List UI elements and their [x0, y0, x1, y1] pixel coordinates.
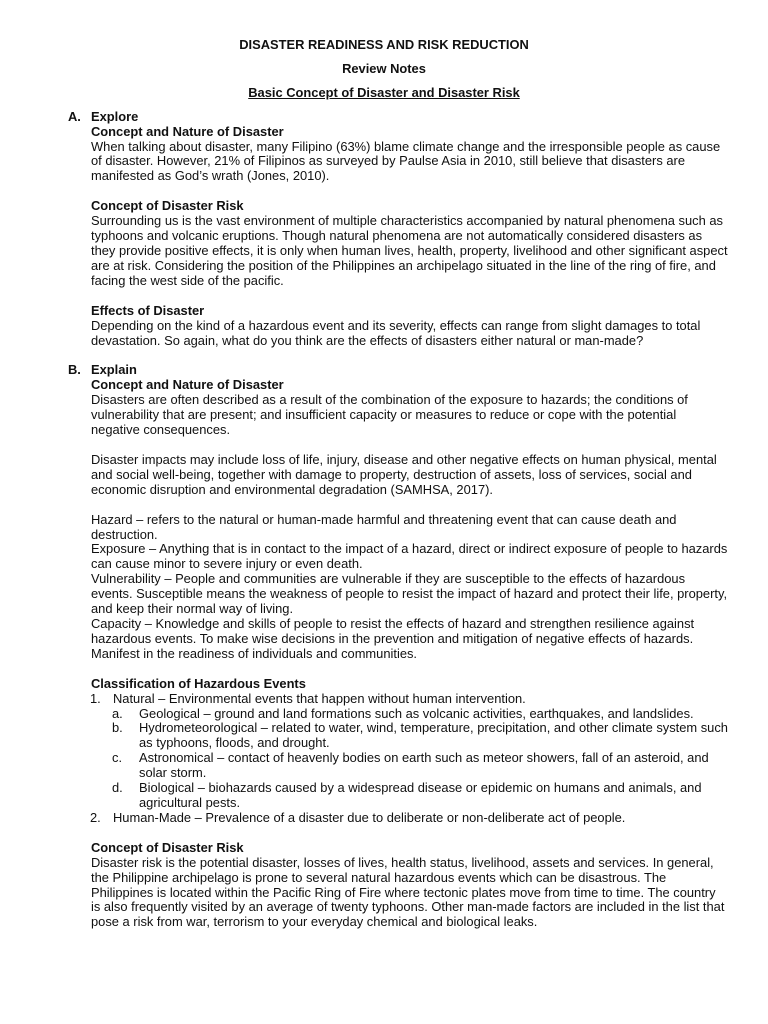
sublist-item-geological: [90, 707, 728, 722]
section-b-title: Explain: [91, 362, 137, 378]
list-item-human-made: [90, 811, 728, 826]
list-number: 1.: [90, 690, 101, 706]
definition-vulnerability: Vulnerability – People and communities are vulnerable if they are susceptible to the effects of hazardous events. Susceptible means the weakness of people to resist the impact of hazard and protect their life, property, and keep their normal way of living.: [91, 571, 728, 617]
classification-list: [90, 692, 728, 826]
definition-exposure: Exposure – Anything that is in contact to the impact of a hazard, direct or indirect exposure of people to hazards can cause minor to severe injury or even death.: [91, 541, 728, 572]
section-a-paragraph-3: Depending on the kind of a hazardous event and its severity, effects can range from slight damages to total devastation. So again, what do you think are the effects of disasters either natural or man-made?: [91, 317, 701, 348]
definition-hazard: Hazard – refers to the natural or human-made harmful and threatening event that can cause death and destruction.: [91, 511, 677, 542]
section-b-heading-concept-nature: Concept and Nature of Disaster: [91, 377, 284, 393]
section-a-explore: [0, 110, 768, 349]
document-title: DISASTER READINESS AND RISK REDUCTION: [239, 37, 529, 52]
sublist-letter: b.: [112, 720, 123, 736]
list-item-text: Natural – Environmental events that happen without human intervention.: [113, 690, 526, 706]
sublist-item-hydrometeorological: [90, 721, 728, 751]
section-b-heading-disaster-risk: Concept of Disaster Risk: [91, 839, 244, 855]
sublist-letter: d.: [112, 780, 123, 796]
sublist-item-astronomical: [90, 751, 728, 781]
section-a-paragraph-2: Surrounding us is the vast environment of multiple characteristics accompanied by natural phenomena such as typhoons and volcanic eruptions. Though natural phenomena are not automatically considered disasters as they provide positive effects, it is only when human lives, health, property, livelihood and other significant aspect are at risk. Considering the position of the Philippines an archipelago situated in the line of the ring of fire, and facing the west side of the pacific.: [91, 213, 728, 288]
sublist-letter: c.: [112, 750, 123, 766]
list-number: 2.: [90, 809, 101, 825]
section-b-heading-classification: Classification of Hazardous Events: [91, 675, 306, 691]
section-b-paragraph-2: Disaster impacts may include loss of life, injury, disease and other negative effects on human physical, mental and social well-being, together with damage to property, destruction of assets, loss of services, social and economic disruption and environmental degradation (SAMHSA, 2017).: [91, 451, 717, 497]
list-item-natural: [90, 692, 728, 707]
sublist-item-text: Biological – biohazards caused by a widespread disease or epidemic on humans and animals, and agricultural pests.: [139, 780, 702, 810]
section-a-heading-disaster-risk: Concept of Disaster Risk: [91, 198, 244, 214]
sublist-item-text: Astronomical – contact of heavenly bodies on earth such as meteor showers, fall of an asteroid, and solar storm.: [139, 750, 709, 781]
section-b-explain: [0, 363, 768, 930]
document-topic-heading: Basic Concept of Disaster and Disaster Risk: [248, 84, 520, 100]
sublist-item-text: Hydrometeorological – related to water, wind, temperature, precipitation, and other climate system such as typhoons, floods, and drought.: [139, 720, 728, 751]
section-a-title: Explore: [91, 108, 139, 124]
section-a-heading-concept-nature: Concept and Nature of Disaster: [91, 123, 284, 139]
section-a-heading-effects: Effects of Disaster: [91, 302, 205, 318]
document-subtitle: Review Notes: [342, 60, 426, 76]
sublist-item-biological: [90, 781, 728, 811]
section-a-letter: A.: [68, 108, 81, 124]
section-b-paragraph-3: Disaster risk is the potential disaster, losses of lives, health status, livelihood, assets and services. In general, the Philippine archipelago is prone to several natural hazardous events which can be disastrous. The Philippines is located within the Pacific Ring of Fire where tectonic plates move from time to time. The country is also frequently visited by an average of twenty typhoons. Other man-made factors are included in the list that pose a risk from war, terrorism to your everyday chemical and biological leaks.: [91, 854, 725, 930]
definition-capacity: Capacity – Knowledge and skills of people to resist the effects of hazard and strengthen resilience against hazardous events. To make wise decisions in the prevention and mitigation of negative effects of hazards. Manifest in the readiness of individuals and communities.: [91, 616, 695, 661]
section-b-paragraph-1: Disasters are often described as a result of the combination of the exposure to hazards; the conditions of vulnerability that are present; and insufficient capacity or measures to reduce or cope with the potential negative consequences.: [91, 392, 688, 438]
section-b-letter: B.: [68, 362, 81, 378]
section-a-paragraph-1: When talking about disaster, many Filipino (63%) blame climate change and the irresponsible people as cause of disaster. However, 21% of Filipinos as surveyed by Paulse Asia in 2010, still believe that disasters are manifested as God’s wrath (Jones, 2010).: [91, 138, 721, 184]
sublist-item-text: Geological – ground and land formations such as volcanic activities, earthquakes, and landslides.: [139, 705, 694, 721]
sublist-letter: a.: [112, 705, 123, 721]
list-item-text: Human-Made – Prevalence of a disaster due to deliberate or non-deliberate act of people.: [113, 809, 626, 825]
